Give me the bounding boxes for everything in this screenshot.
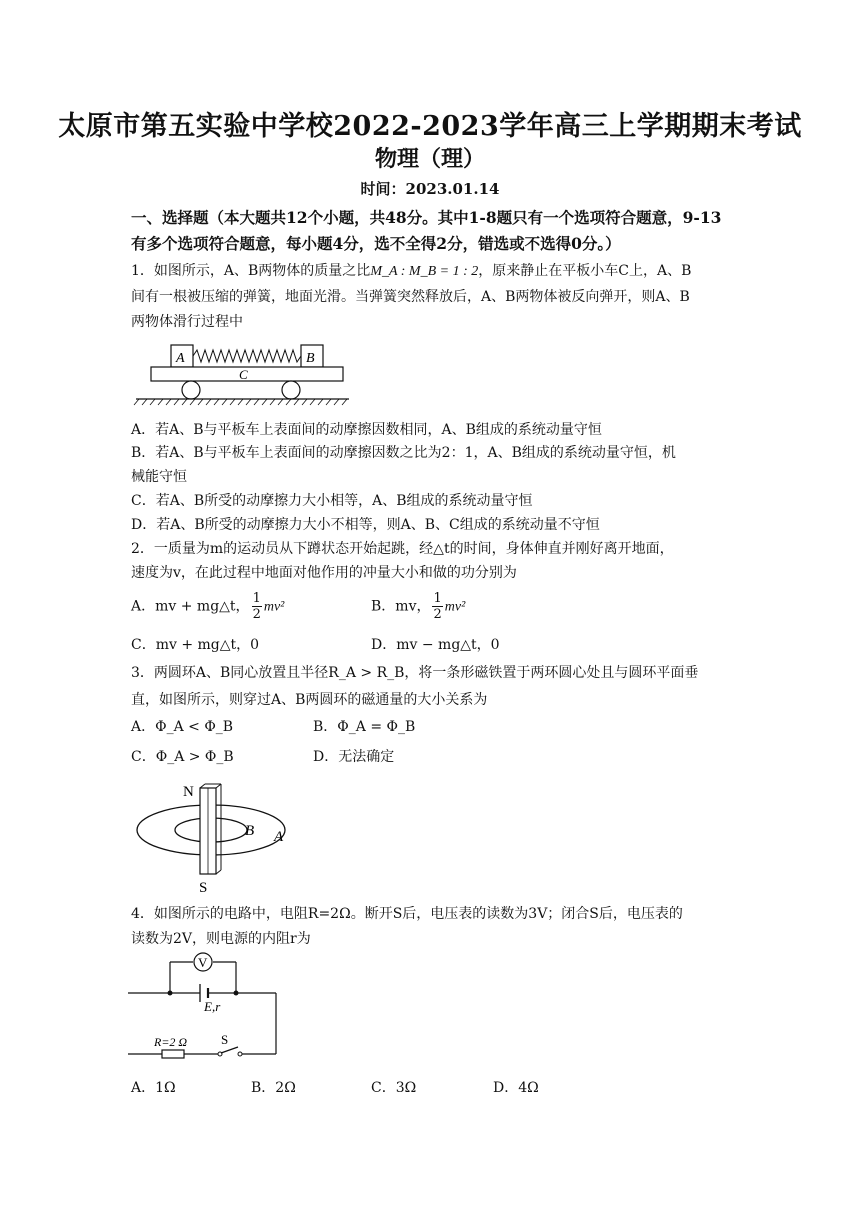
exam-subtitle: 物理（理） [374,146,485,172]
q1-figure-cart [131,340,351,410]
q2-option-a-text: A．mv + mg△t， [131,598,250,615]
q3-ring-a-label: A [274,829,284,845]
q4-switch-contact [238,1052,242,1056]
q3-option-a: A．Φ_A < Φ_B [131,719,234,735]
exam-time: 时间：2023.01.14 [360,180,500,198]
q3-stem-line2: 直，如图所示，则穿过A、B两圆环的磁通量的大小关系为 [131,692,488,708]
q1-option-d: D．若A、B所受的动摩擦力大小不相等，则A、B、C组成的系统动量不守恒 [131,517,600,533]
q1-stem-line2: 间有一根被压缩的弹簧，地面光滑。当弹簧突然释放后，A、B两物体被反向弹开，则A、B [131,289,690,305]
section-heading: 一、选择题（本大题共12个小题，共48分。其中1-8题只有一个选项符合题意，9-13有多个选项符合题意，每小题4分，选不全得2分，错选或不选得0分。） [131,208,722,253]
q1-spring [193,350,301,362]
q2-option-b-tail: mv² [444,599,466,615]
q2-stem-line2: 速度为v，在此过程中地面对他作用的冲量大小和做的功分别为 [131,565,517,581]
q1-option-a: A．若A、B与平板车上表面间的动摩擦因数相同，A、B组成的系统动量守恒 [131,422,602,438]
q2-option-b-fraction [432,591,442,622]
q2-option-a-fraction [252,591,262,622]
q1-ground-hatch [134,399,347,405]
q4-voltmeter-label: V [198,955,208,970]
q3-ring-b-label: B [245,823,255,839]
q4-option-c: C．3Ω [371,1080,417,1096]
q2-option-a-numerator: 1 [252,591,261,606]
q3-option-d: D．无法确定 [313,749,395,765]
q3-option-c: C．Φ_A > Φ_B [131,749,234,765]
q2-option-a-tail: mv² [263,599,285,615]
q1-cart-label: C [239,367,248,382]
q3-north-label: N [183,784,194,800]
q1-stem-part1: 1．如图所示，A、B两物体的质量之比 [131,263,371,279]
q2-option-b [371,591,465,622]
q1-stem-line1 [131,262,691,281]
q1-mass-ratio: M_A : M_B = 1 : 2 [370,264,479,279]
q4-option-b: B．2Ω [251,1080,296,1096]
q4-resistor-label: R=2 Ω [154,1035,188,1049]
q1-stem-line3: 两物体滑行过程中 [131,314,243,330]
q1-option-b-line1: B．若A、B与平板车上表面间的动摩擦因数之比为2：1，A、B组成的系统动量守恒，机 [131,445,676,461]
q1-block-a-label: A [176,351,185,366]
q3-south-label: S [199,880,208,896]
q2-option-b-denominator: 2 [433,607,442,622]
q2-option-b-numerator: 1 [433,591,442,606]
q4-switch-label: S [221,1032,229,1047]
q2-option-b-text: B．mv， [371,598,431,615]
exam-title: 太原市第五实验中学校2022-2023学年高三上学期期末考试 [58,111,802,142]
q4-stem-line1: 4．如图所示的电路中，电阻R=2Ω。断开S后，电压表的读数为3V；闭合S后，电压表的 [131,906,683,922]
q3-figure-rings-magnet [131,778,301,896]
q1-option-b-line2: 械能守恒 [131,469,187,485]
q1-option-c: C．若A、B所受的动摩擦力大小相等，A、B组成的系统动量守恒 [131,493,533,509]
q4-stem-line2: 读数为2V，则电源的内阻r为 [131,931,311,947]
q1-wheel-left [182,381,200,399]
q1-block-b-label: B [306,351,315,366]
q2-option-a-denominator: 2 [252,607,261,622]
q4-source-label: E,r [204,999,221,1014]
q3-option-b: B．Φ_A = Φ_B [313,719,416,735]
q1-wheel-right [282,381,300,399]
q4-option-d: D．4Ω [493,1080,539,1096]
q4-resistor [162,1050,184,1058]
q2-option-d: D．mv − mg△t，0 [371,637,500,653]
q4-switch-blade [221,1047,238,1053]
q2-option-a [131,591,284,622]
q3-stem-line1: 3．两圆环A、B同心放置且半径R_A > R_B，将一条形磁铁置于两环圆心处且与圆环平面垂 [131,665,699,681]
q2-option-c: C．mv + mg△t，0 [131,637,260,653]
q4-figure-circuit [128,948,288,1063]
q2-stem-line1: 2．一质量为m的运动员从下蹲状态开始起跳，经△t的时间，身体伸直并刚好离开地面， [131,541,674,557]
q1-stem-part2: ，原来静止在平板小车C上，A、B [478,263,692,279]
q4-option-a: A．1Ω [131,1080,176,1096]
